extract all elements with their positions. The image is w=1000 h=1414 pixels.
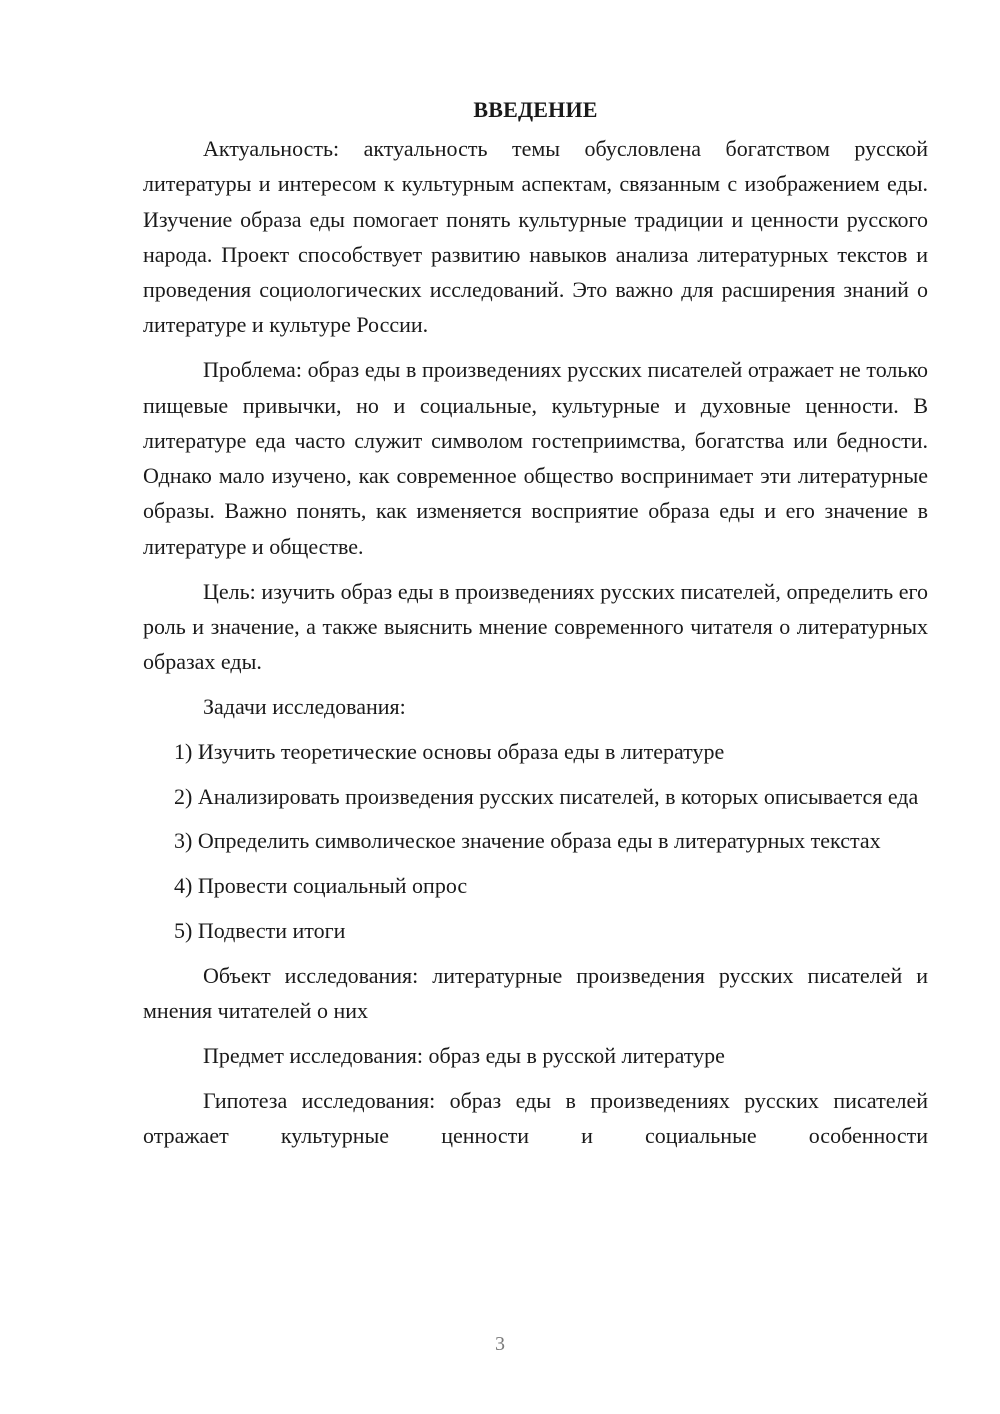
task-item-1: 1) Изучить теоретические основы образа еды в литературе xyxy=(174,738,725,764)
task-item-3: 3) Определить символическое значение образа еды в литературных текстах xyxy=(174,828,881,854)
page-title: ВВЕДЕНИЕ xyxy=(473,97,598,122)
goal-paragraph: Цель: изучить образ еды в произведениях русских писателей, определить его роль и значение, а также выяснить мнение современного читателя о литературных образах еды. xyxy=(143,578,928,675)
object-paragraph: Объект исследования: литературные произведения русских писателей и мнения читателей о них xyxy=(143,962,928,1024)
hypothesis-paragraph: Гипотеза исследования: образ еды в произведениях русских писателей отражает культурные ценности и социальные особенности xyxy=(143,1087,928,1148)
problem-paragraph: Проблема: образ еды в произведениях русских писателей отражает не только пищевые привычки, но и социальные, культурные и духовные ценности. В литературе еда часто служит символом гостеприимства, богатства или бедности. Однако мало изучено, как современное общество воспринимает эти литературные образы. Важно понять, как изменяется восприятие образа еды и его значение в литературе и обществе. xyxy=(143,357,928,559)
document-page xyxy=(143,92,928,1163)
task-item-2: 2) Анализировать произведения русских писателей, в которых описывается еда xyxy=(174,783,919,809)
task-item-5: 5) Подвести итоги xyxy=(174,917,346,943)
relevance-paragraph: Актуальность: актуальность темы обусловлена богатством русской литературы и интересом к культурным аспектам, связанным с изображением еды. Изучение образа еды помогает понять культурные традиции и ценности русского народа. Проект способствует развитию навыков анализа литературных текстов и проведения социологических исследований. Это важно для расширения знаний о литературе и культуре России. xyxy=(143,136,928,338)
page-number: 3 xyxy=(495,1333,505,1355)
subject-paragraph: Предмет исследования: образ еды в русской литературе xyxy=(203,1042,725,1068)
task-item-4: 4) Провести социальный опрос xyxy=(174,873,468,899)
tasks-heading: Задачи исследования: xyxy=(203,693,406,719)
